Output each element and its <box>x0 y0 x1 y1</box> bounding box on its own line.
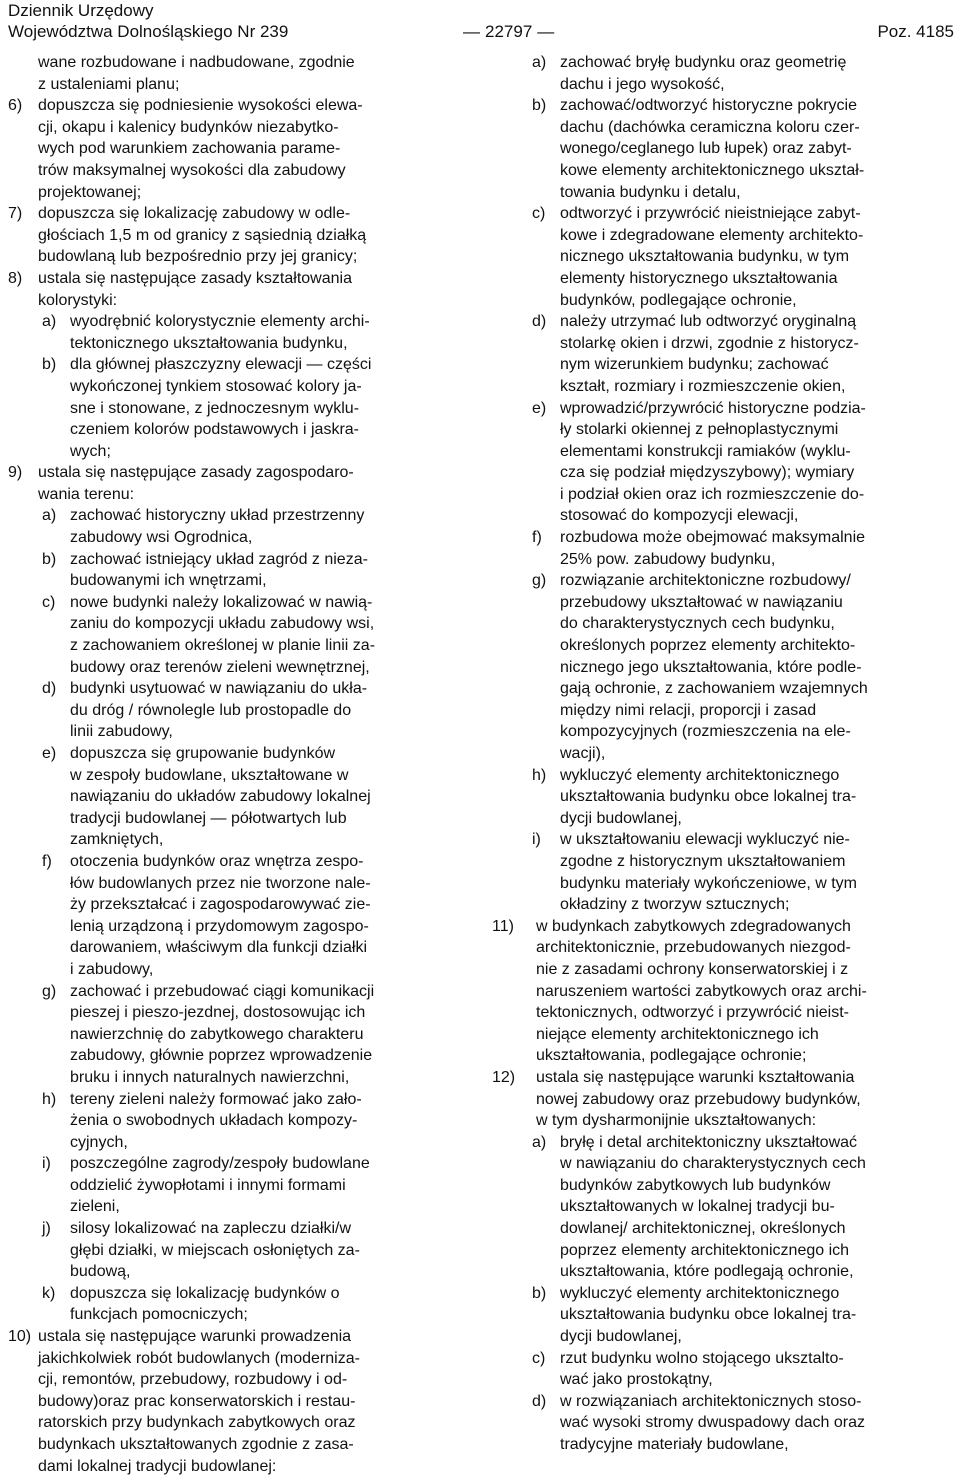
text-line: oddzielić żywopłotami i innymi formami <box>70 1176 346 1194</box>
text-line: należy utrzymać lub odtworzyć oryginalną <box>560 313 857 331</box>
text-line: dla głównej płaszczyzny elewacji — części <box>70 356 372 374</box>
text-line: naruszeniem wartości zabytkowych oraz archi- <box>536 982 867 1000</box>
list-label: 6) <box>8 97 23 115</box>
page-number: — 22797 — <box>463 22 555 41</box>
text-line: cza się podział międzyszybowy); wymiary <box>560 464 855 482</box>
text-line: tektonicznego ukształtowania budynku, <box>70 334 348 352</box>
text-line: w nawiązaniu do charakterystycznych cech <box>560 1155 866 1173</box>
text-line: ukształtowania budynku obce lokalnej tra- <box>560 788 857 806</box>
text-line: lenią urządzoną i przydomowym zagospo- <box>70 917 369 935</box>
text-line: przebudowy ukształtować w nawiązaniu <box>560 593 843 611</box>
text-line: w tym dysharmonijnie ukształtowanych: <box>536 1112 817 1130</box>
text-line: tradycji budowlanej — półotwartych lub <box>70 809 347 827</box>
list-label: b) <box>42 550 57 568</box>
list-label: c) <box>532 205 546 223</box>
list-label: 11) <box>492 917 514 935</box>
text-line: wane rozbudowane i nadbudowane, zgodnie <box>38 54 355 71</box>
text-line: dycji budowlanej, <box>560 1328 682 1346</box>
text-line: budowy)oraz prac konserwatorskich i restau- <box>38 1392 356 1410</box>
text-line: w budynkach zabytkowych zdegradowanych <box>536 917 851 935</box>
text-line: wania terenu: <box>38 485 135 503</box>
text-line: kowe i zdegradowane elementy architekto- <box>560 226 864 244</box>
text-line: niejące elementy architektonicznego ich <box>536 1025 819 1043</box>
text-line: z zachowaniem określonej w planie linii za- <box>70 637 376 655</box>
text-line: trów maksymalnej wysokości dla zabudowy <box>38 161 346 179</box>
text-line: du dróg / równolegle lub prostopadle do <box>70 701 352 719</box>
text-line: projektowanej; <box>38 183 142 201</box>
text-line: zachować bryłę budynku oraz geometrię <box>560 54 847 71</box>
text-line: zamkniętych, <box>70 831 164 849</box>
text-line: pieszej i pieszo-jezdnej, dostosowując ich <box>70 1004 366 1022</box>
text-line: silosy lokalizować na zapleczu działki/w <box>70 1220 352 1238</box>
list-label: 10) <box>8 1328 32 1346</box>
journal-issue: Województwa Dolnośląskiego Nr 239 <box>8 22 289 41</box>
text-line: kolorystyki: <box>38 291 118 309</box>
text-line: nowe budynki należy lokalizować w nawią- <box>70 593 373 611</box>
text-line: określonych poprzez elementy architekto- <box>560 637 856 655</box>
text-line: dachu (dachówka ceramiczna koloru czer- <box>560 118 860 136</box>
text-line: ustala się następujące zasady zagospodaro- <box>38 464 354 482</box>
text-line: zachować/odtworzyć historyczne pokrycie <box>560 97 858 115</box>
list-item <box>492 916 954 1067</box>
text-line: linii zabudowy, <box>70 723 173 741</box>
sub-list-item <box>8 678 468 743</box>
sub-list-item <box>492 52 954 95</box>
text-line: otoczenia budynków oraz wnętrza zespo- <box>70 852 364 870</box>
list-label: a) <box>42 507 57 525</box>
text-line: stosować do kompozycji elewacji, <box>560 507 799 525</box>
text-line: bruku i innych naturalnych nawierzchni, <box>70 1068 350 1086</box>
text-line: ratorskich przy budynkach zabytkowych oraz <box>38 1414 356 1432</box>
list-label: i) <box>42 1155 51 1173</box>
text-line: zaniu do kompozycji układu zabudowy wsi, <box>70 615 375 633</box>
text-line: ustala się następujące warunki prowadzenia <box>38 1328 352 1346</box>
text-line: zabudowy, głównie poprzez wprowadzenie <box>70 1047 373 1065</box>
text-line: wonego/ceglanego lub łupek) oraz zabyt- <box>560 140 852 158</box>
text-line: wprowadzić/przywrócić historyczne podzia- <box>560 399 866 417</box>
list-label: 12) <box>492 1068 516 1086</box>
text-line: budowlaną lub bezpośrednio przy jej granicy; <box>38 248 358 266</box>
text-line: budynków, podlegające ochronie, <box>560 291 797 309</box>
text-line: ukształtowania, które podlegają ochronie, <box>560 1263 854 1281</box>
text-line: dami lokalnej tradycji budowlanej: <box>38 1457 277 1475</box>
text-line: dycji budowlanej, <box>560 809 682 827</box>
list-item <box>8 268 468 311</box>
text-line: wych; <box>70 442 111 460</box>
sub-list-item <box>492 203 954 311</box>
text-line: bryłę i detal architektoniczny ukształtować <box>560 1133 858 1151</box>
text-line: nym wizerunkiem budynku; zachować <box>560 356 829 374</box>
text-line: elementami konstrukcji ramiaków (wyklu- <box>560 442 851 460</box>
right-column <box>492 52 954 1456</box>
text-line: wać wysoki stromy dwuspadowy dach oraz <box>560 1414 866 1432</box>
text-line: budynki usytuować w nawiązaniu do ukła- <box>70 680 368 698</box>
list-label: h) <box>532 766 547 784</box>
text-line: nawiązaniu do układów zabudowy lokalnej <box>70 788 371 806</box>
sub-list-item <box>492 398 954 528</box>
text-line: wykluczyć elementy architektonicznego <box>560 766 840 784</box>
text-line: rozwiązanie architektoniczne rozbudowy/ <box>560 572 851 590</box>
list-item <box>8 462 468 505</box>
text-line: ły stolarki okiennej z pełnoplastycznymi <box>560 421 839 439</box>
text-line: budowy oraz terenów zieleni wewnętrznej, <box>70 658 370 676</box>
text-line: cyjnych, <box>70 1133 128 1151</box>
list-item <box>8 1326 468 1477</box>
sub-list-item <box>492 1132 954 1283</box>
text-line: żenia o swobodnych układach kompozy- <box>70 1112 358 1130</box>
text-line: nie z zasadami ochrony konserwatorskiej i z <box>536 960 849 978</box>
text-line: budowanymi ich wnętrzami, <box>70 572 267 590</box>
text-line: budową, <box>70 1263 131 1281</box>
text-line: między nimi relacji, proporcji i zasad <box>560 701 817 719</box>
text-line: 25% pow. zabudowy budynku, <box>560 550 776 568</box>
text-line: nawierzchnię do zabytkowego charakteru <box>70 1025 364 1043</box>
list-label: a) <box>532 1133 547 1151</box>
text-line: zgodne z historycznym ukształtowaniem <box>560 852 846 870</box>
text-line: głębi działki, w miejscach osłoniętych za- <box>70 1241 360 1259</box>
page-header <box>8 0 954 42</box>
text-line: wacji), <box>560 745 606 762</box>
journal-title: Dziennik Urzędowy <box>8 1 154 20</box>
text-line: ży przekształcać i zagospodarowywać zie- <box>70 896 371 914</box>
sub-list-item <box>8 549 468 592</box>
text-line: budynkach ukształtowanych zgodnie z zasa- <box>38 1436 354 1453</box>
list-label: b) <box>42 356 57 374</box>
list-label: f) <box>532 529 542 547</box>
text-line: odtworzyć i przywrócić nieistniejące zabyt- <box>560 205 861 223</box>
text-line: tektonicznych, odtworzyć i przywrócić nieist- <box>536 1004 849 1022</box>
text-line: wykończonej tynkiem stosować kolory ja- <box>70 377 362 395</box>
text-line: dopuszcza się podniesienie wysokości elewa- <box>38 97 363 115</box>
list-label: d) <box>42 680 57 698</box>
text-line: funkcjach pomocniczych; <box>70 1306 248 1324</box>
text-line: ukształtowanych w lokalnej tradycji bu- <box>560 1198 835 1216</box>
list-item <box>492 1067 954 1132</box>
list-label: d) <box>532 1392 547 1410</box>
list-label: g) <box>532 572 547 590</box>
list-label: b) <box>532 97 547 115</box>
text-line: sne i stonowane, z jednoczesnym wyklu- <box>70 399 360 417</box>
text-line: kowe elementy architektonicznego ukształ- <box>560 161 865 179</box>
list-label: d) <box>532 313 547 331</box>
page-number-value: 22797 <box>485 22 533 41</box>
text-line: poprzez elementy architektonicznego ich <box>560 1241 850 1259</box>
text-line: kompozycyjnych (rozmieszczenia na ele- <box>560 723 851 741</box>
list-label: c) <box>42 593 56 611</box>
text-line: w ukształtowaniu elewacji wykluczyć nie- <box>560 831 850 849</box>
text-line: głościach 1,5 m od granicy z sąsiednią działką <box>38 226 367 244</box>
text-line: stolarkę okien i drzwi, zgodnie z historycz- <box>560 334 859 352</box>
sub-list-item <box>492 527 954 570</box>
sub-list-item <box>492 570 954 764</box>
text-line: kształt, rozmiary i rozmieszczenie okien, <box>560 377 846 395</box>
sub-list-item <box>492 1283 954 1348</box>
sub-list-item <box>8 505 468 548</box>
list-item <box>8 203 468 268</box>
text-line: łów budowlanych przez nie tworzone nale- <box>70 874 371 892</box>
list-label: k) <box>42 1284 56 1302</box>
sub-list-item <box>8 981 468 1089</box>
position-number: Poz. 4185 <box>877 22 954 41</box>
left-column <box>8 52 468 1477</box>
text-line: zieleni, <box>70 1198 120 1216</box>
text-line: tradycyjne materiały budowlane, <box>560 1436 789 1453</box>
text-line: cji, okapu i kalenicy budynków niezabytko- <box>38 118 339 136</box>
text-line: ukształtowania budynku obce lokalnej tra- <box>560 1306 857 1324</box>
text-line: ustala się następujące zasady kształtowania <box>38 269 352 287</box>
sub-list-item <box>8 1153 468 1218</box>
list-label: f) <box>42 852 52 870</box>
text-line: architektonicznie, przebudowanych niezgod- <box>536 939 851 957</box>
text-line: zachować istniejący układ zagród z nieza- <box>70 550 368 568</box>
sub-list-item <box>8 354 468 462</box>
text-line: poszczególne zagrody/zespoły budowlane <box>70 1155 370 1173</box>
sub-list-item <box>8 1218 468 1283</box>
sub-list-item <box>492 1391 954 1456</box>
text-line: z ustaleniami planu; <box>38 75 180 93</box>
list-label: 9) <box>8 464 23 482</box>
list-label: e) <box>532 399 547 417</box>
sub-list-item <box>8 1089 468 1154</box>
text-line: zachować i przebudować ciągi komunikacji <box>70 982 375 1000</box>
list-label: 8) <box>8 269 23 287</box>
text-line: budynków zabytkowych lub budynków <box>560 1176 831 1194</box>
text-line: towania budynku i detalu, <box>560 183 741 201</box>
list-label: i) <box>532 831 541 849</box>
list-label: a) <box>532 54 547 71</box>
list-label: c) <box>532 1349 546 1367</box>
text-line: nicznego ukształtowania budynku, w tym <box>560 248 850 266</box>
list-label: j) <box>42 1220 51 1238</box>
text-line: do charakterystycznych cech budynku, <box>560 615 835 633</box>
list-label: g) <box>42 982 57 1000</box>
list-label: 7) <box>8 205 23 223</box>
sub-list-item <box>492 95 954 203</box>
text-line: wać jako prostokątny, <box>560 1371 713 1389</box>
text-line: wych pod warunkiem zachowania parame- <box>38 140 341 158</box>
text-line: tereny zieleni należy formować jako zało- <box>70 1090 362 1108</box>
text-line: okładziny z tworzyw sztucznych; <box>560 896 790 914</box>
text-line: ustala się następujące warunki kształtowania <box>536 1068 855 1086</box>
list-label: e) <box>42 745 57 762</box>
text-line: czeniem kolorów podstawowych i jaskra- <box>70 421 359 439</box>
text-line: budynku materiały wykończeniowe, w tym <box>560 874 858 892</box>
text-line: dachu i jego wysokość, <box>560 75 725 93</box>
text-line: dopuszcza się lokalizację budynków o <box>70 1284 340 1302</box>
sub-list-item <box>8 743 468 851</box>
sub-list-item <box>8 851 468 981</box>
text-line: w zespoły budowlane, ukształtowane w <box>70 766 349 784</box>
sub-list-item <box>492 1348 954 1391</box>
text-line: wykluczyć elementy architektonicznego <box>560 1284 840 1302</box>
sub-list-item <box>492 765 954 830</box>
text-line: gają ochronie, z zachowaniem wzajemnych <box>560 680 868 698</box>
text-line: w rozwiązaniach architektonicznych stoso- <box>560 1392 862 1410</box>
text-line: nicznego jego ukształtowania, które podle- <box>560 658 862 676</box>
list-label: a) <box>42 313 57 331</box>
list-label: h) <box>42 1090 57 1108</box>
sub-list-item <box>492 311 954 397</box>
list-item <box>8 95 468 203</box>
text-line: dopuszcza się lokalizację zabudowy w odle- <box>38 205 351 223</box>
sub-list-item <box>8 592 468 678</box>
text-line: dopuszcza się grupowanie budynków <box>70 745 336 762</box>
text-line: wyodrębnić kolorystycznie elementy archi- <box>70 313 370 331</box>
sub-list-item <box>8 1283 468 1326</box>
text-line: ukształtowania, podlegające ochronie; <box>536 1047 807 1065</box>
text-line: i podział okien oraz ich rozmieszczenie do- <box>560 485 865 503</box>
text-line: zabudowy wsi Ogrodnica, <box>70 529 253 547</box>
sub-list-item <box>492 829 954 915</box>
text-line: rozbudowa może obejmować maksymalnie <box>560 529 866 547</box>
text-line: nowej zabudowy oraz przebudowy budynków, <box>536 1090 861 1108</box>
sub-list-item <box>8 311 468 354</box>
list-label: b) <box>532 1284 547 1302</box>
text-line: dowlanej/ architektonicznej, określonych <box>560 1220 846 1238</box>
text-line: elementy historycznego ukształtowania <box>560 269 838 287</box>
text-line: rzut budynku wolno stojącego uksztalto- <box>560 1349 844 1367</box>
text-line: darowaniem, właściwym dla funkcji działki <box>70 939 367 957</box>
text-line: zachować historyczny układ przestrzenny <box>70 507 365 525</box>
text-line: jakichkolwiek robót budowlanych (moderniza- <box>38 1349 360 1367</box>
text-line: i zabudowy, <box>70 960 154 978</box>
list-item <box>8 52 468 95</box>
text-line: cji, remontów, przebudowy, rozbudowy i od- <box>38 1371 348 1389</box>
